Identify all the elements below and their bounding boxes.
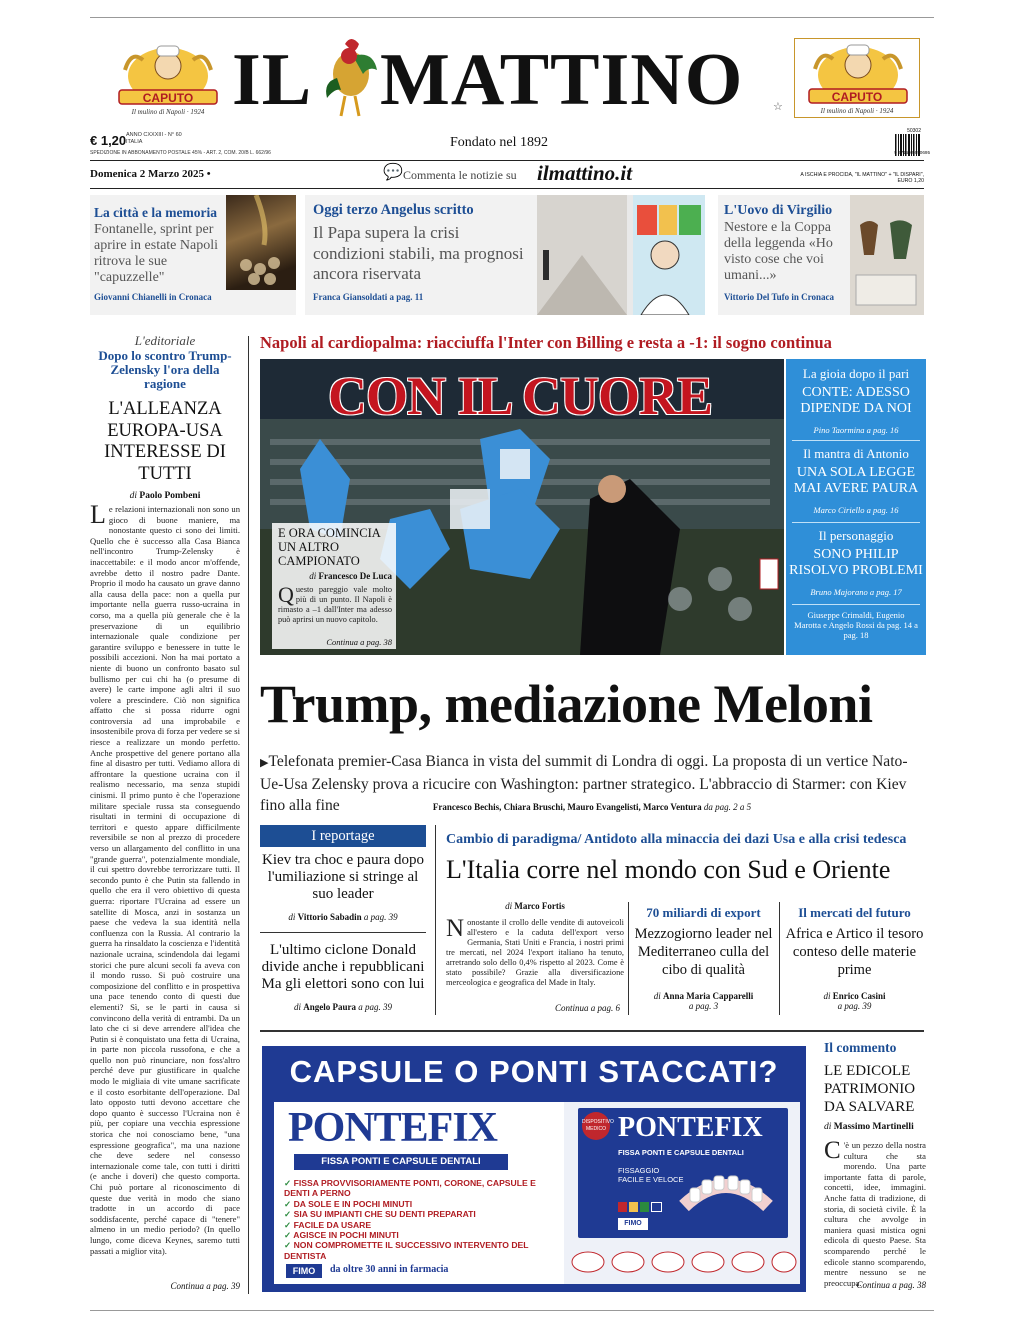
economy-body <box>446 918 624 1004</box>
econ-rule-2 <box>779 902 780 1015</box>
ad-bullet-3 <box>284 1209 554 1219</box>
issue-info <box>126 132 182 146</box>
sport-kicker: Napoli al cardiopalma: riacciuffa l'Inter con Billing e resta a -1: il sogno continua <box>260 333 832 352</box>
economy-kicker: Cambio di paradigma/ Antidoto alla minaccia dei dazi Usa e alla crisi tedesca <box>446 832 907 847</box>
reportage-2-author: Angelo Paura <box>303 1002 356 1012</box>
sport-side-2-kicker: Il mantra di Antonio <box>803 446 909 461</box>
sport-photo <box>260 359 784 655</box>
rule-top-date <box>90 160 924 161</box>
econ-rule-1 <box>628 902 629 1015</box>
economy-headline[interactable]: L'Italia corre nel mondo con Sud e Oriente <box>446 855 891 884</box>
sponsor-name: CAPUTO <box>142 91 194 105</box>
check-icon: ✓ <box>284 1240 292 1251</box>
flag-icon <box>640 1202 649 1212</box>
sport-side-1-headline: CONTE: ADESSO DIPENDE DA NOI <box>800 385 912 416</box>
star-icon: ☆ <box>773 100 783 113</box>
comment-bubble-icon: 💬 <box>383 162 403 181</box>
issue-line2: ITALIA <box>126 139 143 145</box>
flag-icon <box>651 1202 662 1212</box>
teaser-1[interactable] <box>90 195 296 315</box>
ad-top-rule <box>260 1030 924 1032</box>
main-headline[interactable]: Trump, mediazione Meloni <box>260 674 873 734</box>
reportage-2-byline <box>260 1002 426 1012</box>
flag-icon <box>629 1202 638 1212</box>
comment-kicker: Il commento <box>824 1040 897 1055</box>
teaser-1-headline: Fontanelle, sprint per aprire in estate Napoli ritrova le sue "capuzzelle" <box>94 222 219 285</box>
econ-col-1-author: Anna Maria Capparelli <box>662 991 754 1001</box>
ad-box-line1: FISSAGGIO <box>618 1166 660 1175</box>
econ-col-2-headline: Africa e Artico il tesoro conteso delle materie prime <box>785 926 924 978</box>
sport-big-title: CON IL CUORE <box>328 366 713 426</box>
ad-box-tagline: FISSA PONTI E CAPSULE DENTALI <box>618 1148 744 1157</box>
economy-drop-cap: N <box>446 918 465 942</box>
ad-bullet-1 <box>284 1178 554 1199</box>
econ-col-1-by: di <box>653 991 661 1001</box>
econ-col-1-headline: Mezzogiorno leader nel Mediterraneo culla del cibo di qualità <box>634 926 773 978</box>
sport-side-1-byline: Pino Taormina a pag. 16 <box>813 425 899 435</box>
sport-side-3-kicker: Il personaggio <box>818 528 894 543</box>
ad-box-line2: FACILE E VELOCE <box>618 1175 684 1184</box>
date: Domenica 2 Marzo 2025 • <box>90 168 211 180</box>
reportage-1-byline <box>260 912 426 922</box>
editorial-subkicker: Dopo lo scontro Trump-Zelensky l'ora della ragione <box>98 348 232 391</box>
barcode-top: 50302 <box>907 128 921 134</box>
sport-inset-box[interactable] <box>272 523 396 649</box>
price: € 1,20 <box>90 133 127 148</box>
econ-col-2-author: Enrico Casini <box>832 991 886 1001</box>
economy-by: di <box>505 901 513 911</box>
check-icon: ✓ <box>284 1178 292 1188</box>
teaser-2-byline: Franca Giansoldati a pag. 11 <box>313 292 424 302</box>
comment-headline: LE EDICOLE PATRIMONIO DA SALVARE <box>824 1063 916 1115</box>
founded: Fondato nel 1892 <box>450 135 548 150</box>
flag-icon <box>618 1202 627 1212</box>
sport-side-2[interactable] <box>786 446 926 515</box>
econ-col-1-page: a pag. 3 <box>688 1001 719 1011</box>
editorial-body <box>90 504 240 1281</box>
ad-teeth-illustration <box>678 1166 774 1226</box>
postal-info: SPEDIZIONE IN ABBONAMENTO POSTALE 45% - ART. 2, COM. 20/B L. 662/96 <box>90 150 271 156</box>
title-left: IL <box>232 39 313 121</box>
side-divider-1 <box>792 440 920 441</box>
main-bylines-pages: da pag. 2 a 5 <box>703 802 752 812</box>
teaser-1-kicker: La città e la memoria <box>94 205 217 220</box>
teaser-3-photo <box>850 195 924 315</box>
main-summary-text: Telefonata premier-Casa Bianca in vista del summit di Londra di oggi. La proposta di un vertice Nato-Ue-Usa Zelensky prova a ricucire con Washington: partner strategico. L'abbraccio di Starmer: con Kiev fino alla fine <box>260 753 908 814</box>
ad-bullet-6-text: NON COMPROMETTE IL SUCCESSIVO INTERVENTO DEL DENTISTA <box>284 1240 529 1261</box>
side-divider-3 <box>792 604 920 605</box>
ad-bullet-4-text: FACILE DA USARE <box>293 1219 372 1230</box>
ad-teeth-steps <box>568 1248 798 1280</box>
comment-drop-cap: C <box>824 1140 841 1164</box>
ad-brand: PONTEFIX <box>288 1105 498 1151</box>
reportage-2-by: di <box>293 1002 301 1012</box>
teaser-3[interactable] <box>718 195 924 315</box>
barcode <box>895 128 921 160</box>
teaser-2[interactable] <box>305 195 705 315</box>
side-divider-2 <box>792 522 920 523</box>
check-icon: ✓ <box>284 1230 292 1241</box>
editorial-byline: Paolo Pombeni <box>139 491 201 501</box>
comment-body <box>824 1140 926 1290</box>
ad-bullet-5 <box>284 1230 554 1240</box>
teaser-1-photo <box>226 195 296 290</box>
editorial-header <box>90 333 240 501</box>
ad-bullet-3-text: SIA SU IMPIANTI CHE SU DENTI PREPARATI <box>293 1209 476 1220</box>
sport-box-body <box>272 581 396 625</box>
editorial-byline-prefix: di <box>129 491 138 501</box>
ad-banner[interactable] <box>262 1046 806 1292</box>
econ-col-2-page: a pag. 39 <box>837 1001 872 1011</box>
left-column-rule <box>248 336 249 1294</box>
site-link[interactable]: ilmattino.it <box>537 161 633 185</box>
sport-box-byline: Francesco De Luca <box>318 571 392 581</box>
ad-bullet-2-text: DA SOLE E IN POCHI MINUTI <box>293 1198 413 1209</box>
top-rule <box>90 17 934 18</box>
ad-box-maker: FIMO <box>618 1218 648 1230</box>
sponsor-tag: Il mulino di Napoli · 1924 <box>131 108 205 116</box>
ad-tagline: FISSA PONTI E CAPSULE DENTALI <box>294 1154 508 1170</box>
ad-left-panel <box>274 1102 564 1284</box>
teaser-3-headline: Nestore e la Coppa della leggenda «Ho visto cose che voi umani...» <box>724 220 833 283</box>
teaser-3-kicker: L'Uovo di Virgilio <box>724 203 833 218</box>
check-icon: ✓ <box>284 1198 292 1209</box>
comment-by: di <box>824 1122 832 1132</box>
teaser-2-headline: Il Papa supera la crisi condizioni stabili, ma prognosi ancora riservata <box>313 223 524 283</box>
comment-text: 'è un pezzo della nostra cultura che sta morendo. Una parte importante fatta di parole, concetti, idee, immagini. Anche fatta di tradizione, di storia, di società civile. È la cultura che avvolge in maniera quasi mistica ogni edicola di questo Paese. Sta scomparendo perché le edicole stanno scomparendo, mentre nessuno se ne preoccupa. <box>824 1140 926 1288</box>
triangle-bullet-icon: ▶ <box>260 757 269 769</box>
reportage-2-headline[interactable]: L'ultimo ciclone Donald divide anche i repubblicani Ma gli elettori sono con lui <box>261 942 425 992</box>
ad-seal: DISPOSITIVO MEDICO <box>582 1112 610 1140</box>
ad-bullet-2 <box>284 1199 554 1209</box>
ad-headline: CAPSULE O PONTI STACCATI? <box>289 1054 779 1089</box>
teaser-2-kicker: Oggi terzo Angelus scritto <box>313 202 474 218</box>
ad-product-box <box>578 1108 788 1238</box>
sport-side-3[interactable] <box>786 528 926 597</box>
sport-side-1[interactable] <box>786 366 926 435</box>
economy-byline <box>446 901 624 911</box>
sport-box-text: uesto pareggio vale molto più di un punto. Il Napoli è rimasto a –1 dall'Inter ma adesso può aprirsi un nuovo capitolo. <box>278 585 392 624</box>
reportage-label-bar <box>260 825 426 847</box>
sport-side-credits: Giuseppe Crimaldi, Eugenio Marotta e Angelo Rossi da pag. 14 a pag. 18 <box>794 610 918 640</box>
sponsor-tag-right: Il mulino di Napoli · 1924 <box>820 107 894 115</box>
sponsor-logo-left <box>105 40 231 120</box>
sport-box-drop: Q <box>278 582 294 607</box>
econ-col-2-by: di <box>823 991 831 1001</box>
economy-column-rule <box>435 825 436 1015</box>
teaser-2-photo <box>537 195 705 315</box>
rooster-icon <box>323 34 381 124</box>
sport-side-2-headline: UNA SOLA LEGGE MAI AVERE PAURA <box>793 465 919 496</box>
ad-bullet-1-text: FISSA PROVVISORIAMENTE PONTI, CORONE, CAPSULE E DENTI A PERNO <box>284 1178 536 1199</box>
sport-box-headline: E ORA COMINCIA UN ALTRO CAMPIONATO <box>278 526 381 568</box>
reportage-1-page: a pag. 39 <box>363 912 398 922</box>
editorial-text: e relazioni internazionali non sono un gioco di buone maniere, ma nonostante questo ci sono dei limiti. Quello che è successo alla Casa Bianca nell'incontro Trump-Zelensky è inaccettabile: e il modo ancor m'offende, avrebbe detto il nostro padre Dante. Proprio il modo ha causato un grave danno alla causa della pace: non a quella pur importante nella guerra russo-ucraina in corso, ma a quella più generale che è la preservazione di un equilibrio internazionale quale condizione per garantire sviluppo e benessere in tutte le possibili accezioni. Non ha mai portato a niente di buono un confronto basato sul bullismo per cui chi ha (o presume di avere) le carte impone agli altri il suo volere a prescindere. Ciò non significa affatto che si possa ridurre ogni controversia ad una improbabile e insostenibile prova di forza per vedere se si riesce a realizzare un mondo perfetto. Anche prospettive del genere portano alla fine al disastro per tutti. Vediamo allora di affrontare la questione ucraina con il realismo necessario, ma senza stupidi cinismi. Il primo punto è che l'operazione militare speciale russa sta conseguendo risultati in termini di occupazione di territori e questo appare difficilmente reversibile se non al prezzo di procedere verso un allargamento del conflitto in una "grande guerra", potenzialmente mondiale, il cui spettro dovrebbe terrorizzare tutti. Il secondo punto è che Putin sta fallendo in quello che era il vero obiettivo di questa guerra: riportare l'Ucraina ad essere un satellite di Mosca, anzi in sostanza un paese che vedeva la sua identità nella confluenza con la Russia. Al contrario la guerra ha rinsaldato la coscienza e l'identità nazionale ucraina, scindendola dai legami storici che pure alcuni secoli fa aveva con il mondo russo. Si può costruire una composizione del conflitto e in prospettiva una pace tenendo conto di questi due elementi? Sì, se le parti in causa si convincono della verità di entrambi. Da un lato che ci si deve arrendere all'idea che Putin si è conquistato una fetta di Ucraina, in parte non piccola russofona, e che a quello non può rinunciare, non foss'altro perché deve pur giustificare in qualche modo le migliaia di vite umane sacrificate e il costo esorbitante dell'operazione. Dal lato opposto tutti devono accettare che dopo quanto è successo l'Ucraina non è più, per copiare una vecchia espressione storica che noi conosciamo bene, "una espressione geografica", ma una nazione che deve sedere nel consesso internazionale come tale, con tutti i diritti (e anche i doveri) che questo comporta. Chi può portare al riconoscimento di queste due verità in modo che siano tradotte in un accordo di pace soddisfacente, perché capace di "tenere" almeno in un medio periodo? (In quello lungo, come diceva Keynes, saremo tutti passati a miglior vita). <box>90 504 240 1256</box>
reportage-divider <box>260 932 426 933</box>
economy-continue[interactable]: Continua a pag. 6 <box>554 1003 620 1013</box>
ad-box-brand: PONTEFIX <box>618 1112 763 1143</box>
masthead-title <box>232 38 312 122</box>
ad-right-panel <box>564 1102 800 1284</box>
reportage-label: I reportage <box>311 828 375 844</box>
economy-author: Marco Fortis <box>514 901 565 911</box>
check-icon: ✓ <box>284 1219 292 1230</box>
economy-text: onostante il crollo delle vendite di autoveicoli all'estero e la caduta dell'export verso Germania, Stati Uniti e Francia, i nostri primi tre mercati, nel 2024 l'export italiano ha tenuto, arretrando solo dello 0,4% rispetto al 2023. Come è stato possibile? Grazie alla diversificazione merceologica e geografica del Made in Italy. <box>446 918 624 987</box>
ad-flags <box>618 1202 662 1212</box>
sport-side-3-headline: SONO PHILIP RISOLVO PROBLEMI <box>789 547 923 578</box>
reportage-1-headline[interactable]: Kiev tra choc e paura dopo l'umiliazione si stringe al suo leader <box>261 852 424 902</box>
main-bylines-names: Francesco Bechis, Chiara Bruschi, Mauro Evangelisti, Marco Ventura <box>432 802 702 812</box>
ad-bullet-5-text: AGISCE IN POCHI MINUTI <box>293 1230 399 1241</box>
teaser-1-byline: Giovanni Chianelli in Cronaca <box>94 292 212 302</box>
rule-below-date <box>90 188 924 189</box>
sponsor-logo-right <box>794 38 920 118</box>
teaser-3-byline: Vittorio Del Tufo in Cronaca <box>724 292 835 302</box>
reportage-2-page: a pag. 39 <box>358 1002 392 1012</box>
ad-bullet-4 <box>284 1220 554 1230</box>
sport-side-1-kicker: La gioia dopo il pari <box>802 366 910 381</box>
ad-box-text <box>618 1166 683 1184</box>
comment-author: Massimo Martinelli <box>833 1122 914 1132</box>
ad-bullets <box>284 1178 554 1261</box>
editorial-continue[interactable]: Continua a pag. 39 <box>170 1281 240 1291</box>
barcode-digits: 9 771592 690695 <box>894 150 930 155</box>
ischia-info: A ISCHIA E PROCIDA, "IL MATTINO" + "IL DISPARI", EURO 1,20 <box>800 172 924 184</box>
bottom-rule <box>90 1310 934 1311</box>
comment-prefix[interactable]: Commenta le notizie su <box>403 168 517 182</box>
comment-continue[interactable]: Continua a pag. 38 <box>856 1280 926 1290</box>
ad-bullet-6 <box>284 1240 554 1261</box>
title-right: MATTINO <box>380 39 744 121</box>
editorial-kicker: L'editoriale <box>134 333 196 348</box>
sport-side-3-byline: Bruno Majorano a pag. 17 <box>810 587 902 597</box>
editorial-drop-cap: L <box>90 504 106 529</box>
econ-col-1-kicker: 70 miliardi di export <box>646 905 761 920</box>
sponsor-name-right: CAPUTO <box>831 90 883 104</box>
econ-col-2-kicker: Il mercati del futuro <box>798 905 911 920</box>
reportage-1-author: Vittorio Sabadin <box>297 912 362 922</box>
ad-slogan: da oltre 30 anni in farmacia <box>330 1264 449 1275</box>
ad-maker: FIMO <box>286 1264 322 1278</box>
main-bylines <box>260 802 924 812</box>
econ-col-2[interactable] <box>783 905 926 1011</box>
sport-side-2-byline: Marco Ciriello a pag. 16 <box>813 505 899 515</box>
sport-box-continue[interactable]: Continua a pag. 38 <box>326 637 392 647</box>
issue-line1: ANNO CXXXIII - N° 60 <box>126 132 182 138</box>
comment-header <box>824 1040 924 1132</box>
editorial-headline: L'ALLEANZA EUROPA-USA INTERESSE DI TUTTI <box>104 399 226 484</box>
econ-col-1[interactable] <box>632 905 775 1011</box>
check-icon: ✓ <box>284 1209 292 1220</box>
reportage-1-by: di <box>288 912 296 922</box>
sport-box-byline-prefix: di <box>309 571 317 581</box>
